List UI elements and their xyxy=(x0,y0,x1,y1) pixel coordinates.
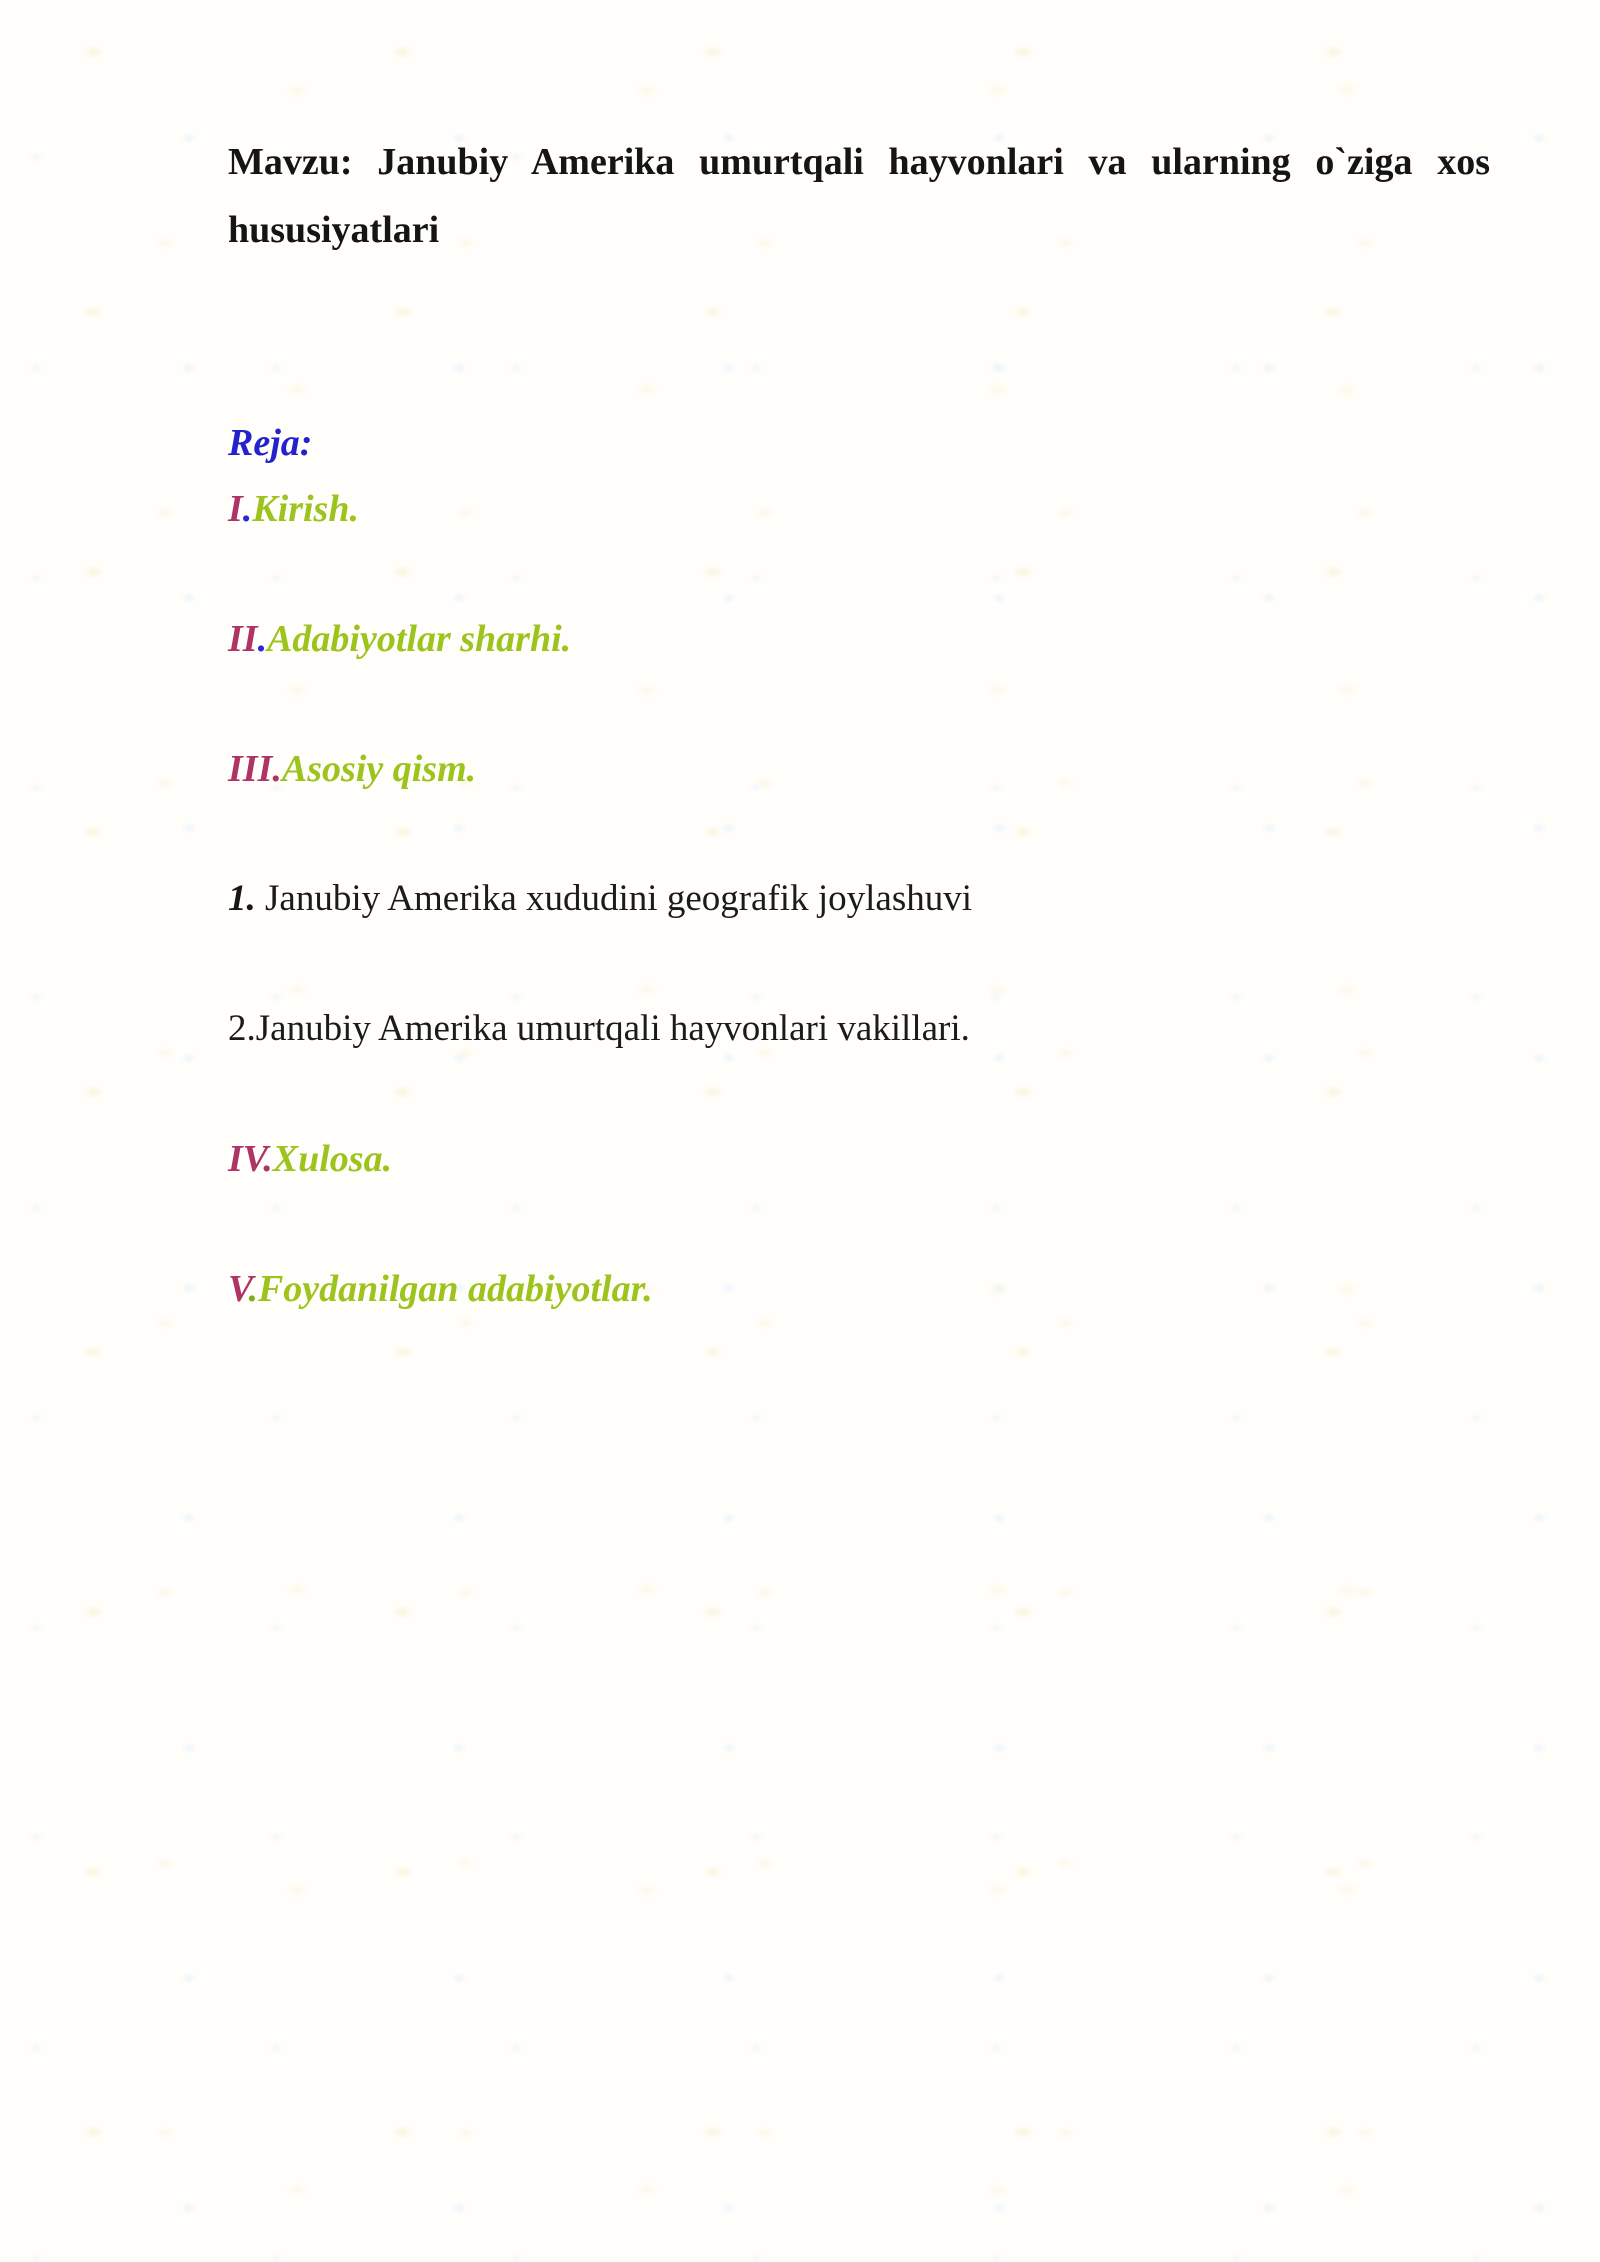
plan-heading: Reja: xyxy=(228,422,313,464)
outline-numeral: III xyxy=(228,748,273,790)
outline-item-kirish xyxy=(228,476,1490,542)
outline-numeral: V xyxy=(228,1268,249,1310)
outline-dot: . xyxy=(242,488,253,530)
body-item-number: 1. xyxy=(228,878,256,919)
outline-label: Asosiy qism. xyxy=(281,748,477,790)
outline-dot: . xyxy=(257,618,268,660)
outline-label: Foydanilgan adabiyotlar. xyxy=(257,1268,653,1310)
outline-item-asosiy-qism xyxy=(228,736,1490,802)
page-title xyxy=(228,128,1490,264)
outline-label: Xulosa. xyxy=(272,1138,393,1180)
outline-numeral: II xyxy=(228,618,258,660)
outline-dot: . xyxy=(272,748,282,790)
outline-label: Adabiyotlar sharhi. xyxy=(267,618,572,660)
title-line-2: hususiyatlari xyxy=(228,209,440,251)
outline-item-adabiyotlar-sharhi xyxy=(228,606,1490,672)
outline-dot: . xyxy=(248,1268,258,1310)
outline-numeral: IV xyxy=(228,1138,264,1180)
body-item-1 xyxy=(228,866,1490,932)
outline-dot: . xyxy=(263,1138,273,1180)
outline-item-xulosa xyxy=(228,1126,1490,1192)
outline-item-foydanilgan-adabiyotlar xyxy=(228,1256,1490,1322)
body-item-text: Janubiy Amerika xududini geografik joylashuvi xyxy=(255,878,972,919)
outline-label: Kirish. xyxy=(252,488,359,530)
body-item-number: 2. xyxy=(228,1008,256,1049)
body-item-2 xyxy=(228,996,1490,1062)
body-item-text: Janubiy Amerika umurtqali hayvonlari vakillari. xyxy=(255,1008,970,1049)
title-line-1: Mavzu: Janubiy Amerika umurtqali hayvonlari va ularning o`ziga xos xyxy=(228,141,1490,183)
outline-numeral: I xyxy=(228,488,243,530)
